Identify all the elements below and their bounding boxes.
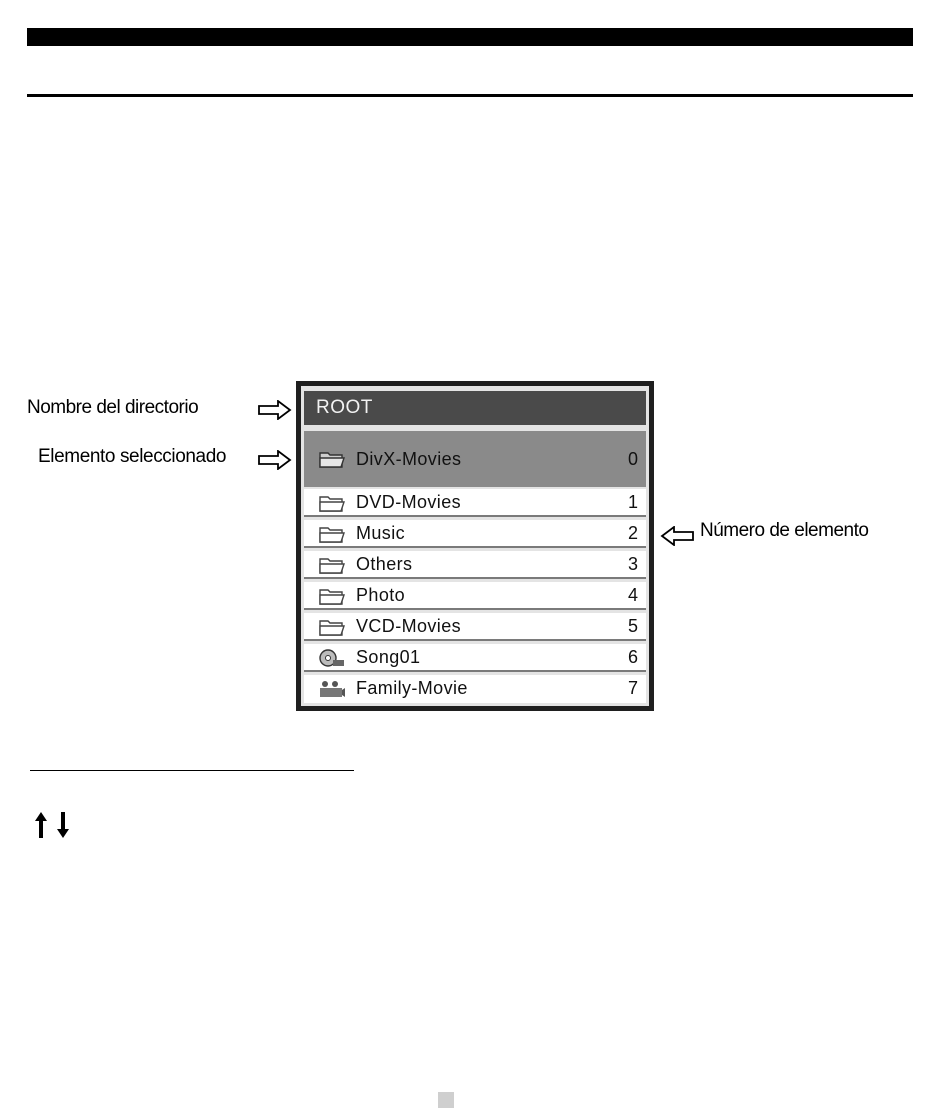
video-file-icon bbox=[318, 679, 346, 699]
list-item[interactable] bbox=[304, 613, 646, 641]
folder-icon bbox=[318, 555, 346, 575]
list-item[interactable] bbox=[304, 675, 646, 703]
item-number: 4 bbox=[627, 585, 638, 605]
folder-icon bbox=[318, 586, 346, 606]
item-name: Song01 bbox=[356, 647, 421, 667]
list-item[interactable] bbox=[304, 489, 646, 517]
label-selected-item: Elemento seleccionado bbox=[38, 446, 227, 467]
item-name: Family-Movie bbox=[356, 678, 468, 698]
up-down-arrows-icon bbox=[32, 810, 72, 840]
item-name: VCD-Movies bbox=[356, 616, 462, 636]
folder-icon bbox=[318, 493, 346, 513]
folder-icon bbox=[318, 617, 346, 637]
list-item[interactable] bbox=[304, 582, 646, 610]
item-name: Music bbox=[356, 523, 406, 543]
arrow-right-icon bbox=[258, 400, 292, 420]
audio-file-icon bbox=[318, 648, 346, 668]
list-item[interactable] bbox=[304, 551, 646, 579]
file-browser-panel bbox=[296, 381, 654, 711]
arrow-left-icon bbox=[660, 526, 694, 546]
arrow-right-icon bbox=[258, 450, 292, 470]
item-name: Photo bbox=[356, 585, 406, 605]
header-rule bbox=[27, 94, 913, 97]
directory-title: ROOT bbox=[304, 391, 646, 425]
page-marker bbox=[438, 1092, 454, 1108]
list-item[interactable] bbox=[304, 644, 646, 672]
item-number: 5 bbox=[627, 616, 638, 636]
item-number: 3 bbox=[627, 554, 638, 574]
folder-icon bbox=[318, 449, 346, 469]
footnote-rule bbox=[30, 770, 354, 771]
selected-item-row[interactable] bbox=[304, 431, 646, 487]
item-name: DVD-Movies bbox=[356, 492, 462, 512]
item-number: 2 bbox=[627, 523, 638, 543]
file-browser-body bbox=[301, 386, 649, 706]
item-number: 1 bbox=[627, 492, 638, 512]
item-number: 6 bbox=[627, 647, 638, 667]
label-directory-name: Nombre del directorio bbox=[27, 397, 199, 418]
item-number: 0 bbox=[627, 449, 638, 469]
list-item[interactable] bbox=[304, 520, 646, 548]
header-bar bbox=[27, 28, 913, 46]
folder-icon bbox=[318, 524, 346, 544]
item-name: DivX-Movies bbox=[356, 449, 462, 469]
label-item-number: Número de elemento bbox=[700, 520, 869, 541]
item-name: Others bbox=[356, 554, 413, 574]
item-number: 7 bbox=[627, 678, 638, 698]
